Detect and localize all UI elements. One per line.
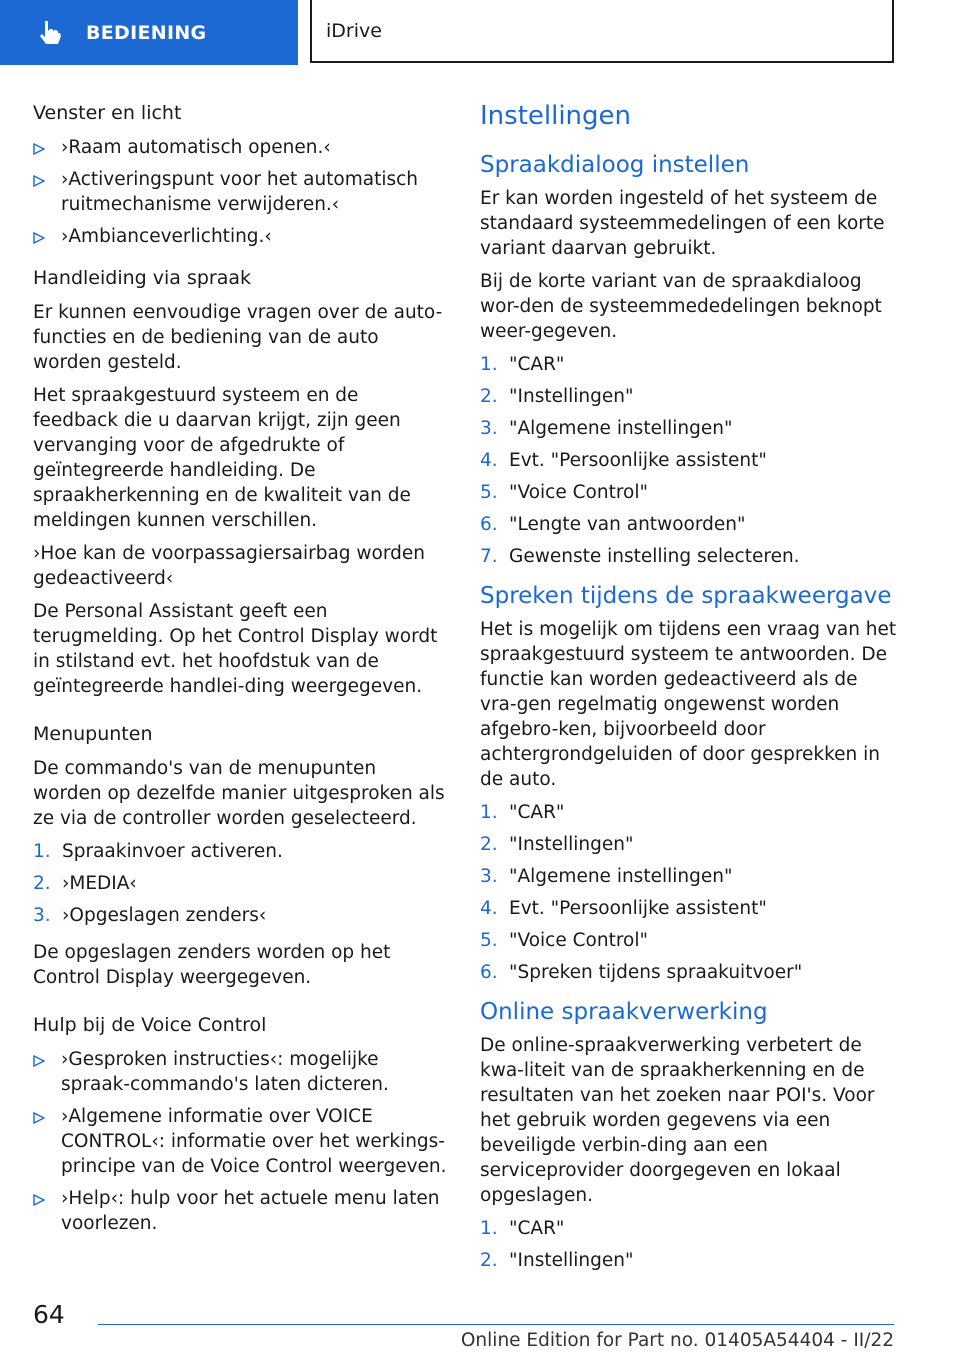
- list-item: [33, 135, 447, 160]
- step-text: ›Opgeslagen zenders‹: [62, 905, 267, 926]
- heading-spraakdialoog: Spraakdialoog instellen: [480, 152, 750, 178]
- step-item: [480, 960, 898, 985]
- edition-footer: Online Edition for Part no. 01405A54404 - II/22: [460, 1330, 894, 1351]
- steps-spreken: [480, 800, 898, 985]
- heading-menupunten: Menupunten: [33, 723, 153, 745]
- menu-steps: [33, 839, 447, 928]
- step-text: "CAR": [509, 354, 565, 375]
- step-item: [480, 1216, 898, 1241]
- step-item: [480, 1248, 898, 1273]
- list-item-text: ›Ambianceverlichting.‹: [61, 226, 272, 247]
- step-number: 6.: [480, 962, 498, 983]
- triangle-bullet-icon: [33, 232, 45, 244]
- chapter-title: iDrive: [326, 19, 382, 42]
- triangle-bullet-icon: [33, 1112, 45, 1124]
- heading-online: Online spraakverwerking: [480, 999, 768, 1025]
- paragraph: De opgeslagen zenders worden op het Control Display weergegeven.: [33, 942, 391, 988]
- steps-spraakdialoog: [480, 352, 898, 569]
- paragraph: Er kunnen eenvoudige vragen over de auto-functies en de bediening van de auto worden gesteld.: [33, 302, 443, 373]
- step-item: [480, 416, 898, 441]
- step-number: 2.: [480, 386, 498, 407]
- section-header: [0, 0, 298, 65]
- step-number: 2.: [480, 834, 498, 855]
- step-number: 5.: [480, 482, 498, 503]
- heading-venster: Venster en licht: [33, 102, 182, 124]
- step-number: 1.: [33, 841, 51, 862]
- step-item: [33, 871, 447, 896]
- step-text: "Instellingen": [509, 386, 634, 407]
- list-item: [33, 1104, 447, 1179]
- step-number: 3.: [480, 866, 498, 887]
- step-item: [480, 864, 898, 889]
- step-item: [480, 512, 898, 537]
- step-number: 6.: [480, 514, 498, 535]
- step-text: "Algemene instellingen": [509, 866, 733, 887]
- triangle-bullet-icon: [33, 1194, 45, 1206]
- step-number: 7.: [480, 546, 498, 567]
- step-number: 3.: [33, 905, 51, 926]
- paragraph: ›Hoe kan de voorpassagiersairbag worden gedeactiveerd‹: [33, 543, 425, 589]
- step-number: 4.: [480, 450, 498, 471]
- step-number: 5.: [480, 930, 498, 951]
- step-text: "Algemene instellingen": [509, 418, 733, 439]
- paragraph: Bij de korte variant van de spraakdialoog wor-den de systeemmededelingen beknopt weer-gegeven.: [480, 271, 882, 342]
- step-item: [480, 544, 898, 569]
- step-number: 4.: [480, 898, 498, 919]
- step-item: [480, 448, 898, 473]
- step-text: ›MEDIA‹: [62, 873, 137, 894]
- paragraph: Er kan worden ingesteld of het systeem de standaard systeemmedelingen of een korte variant daarvan gebruikt.: [480, 188, 885, 259]
- step-item: [480, 800, 898, 825]
- step-text: "CAR": [509, 1218, 565, 1239]
- list-item: [33, 224, 447, 249]
- list-item-text: ›Algemene informatie over VOICE CONTROL‹: informatie over het werkings-principe van de Voice Control weergeven.: [61, 1106, 447, 1177]
- triangle-bullet-icon: [33, 1055, 45, 1067]
- step-text: "Lengte van antwoorden": [509, 514, 746, 535]
- footer-divider: [98, 1324, 894, 1325]
- left-column: [33, 100, 447, 1252]
- heading-handleiding: Handleiding via spraak: [33, 267, 252, 289]
- paragraph: De Personal Assistant geeft een terugmelding. Op het Control Display wordt in stilstand evt. het hoofdstuk van de geïntegreerde handlei-ding weergegeven.: [33, 601, 438, 697]
- step-item: [480, 928, 898, 953]
- paragraph: De online-spraakverwerking verbetert de kwa-liteit van de spraakherkenning en de resultaten van het zoeken naar POI's. Voor het gebruik worden gegevens via een beveiligde verbin-ding aan een serviceprovider doorgegeven en lokaal opgeslagen.: [480, 1035, 875, 1206]
- list-item-text: ›Raam automatisch openen.‹: [61, 137, 331, 158]
- list-item: [33, 167, 447, 217]
- step-text: "Voice Control": [509, 930, 649, 951]
- step-number: 3.: [480, 418, 498, 439]
- paragraph: Het is mogelijk om tijdens een vraag van het spraakgestuurd systeem te antwoorden. De functie kan worden gedeactiveerd als de vra-gen regelmatig ongewenst worden afgebro-ken, bijvoorbeeld door achtergrondgeluiden of door gesprekken in de auto.: [480, 619, 897, 790]
- list-item: [33, 1186, 447, 1236]
- step-number: 1.: [480, 802, 498, 823]
- page-number: 64: [33, 1300, 65, 1329]
- step-number: 1.: [480, 354, 498, 375]
- paragraph: Het spraakgestuurd systeem en de feedback die u daarvan krijgt, zijn geen vervanging voor de afgedrukte of geïntegreerde handleiding. De spraakherkenning en de kwaliteit van de meldingen kunnen verschillen.: [33, 385, 411, 531]
- step-text: Spraakinvoer activeren.: [62, 841, 283, 862]
- list-item-text: ›Activeringspunt voor het automatisch ruitmechanisme verwijderen.‹: [61, 169, 419, 215]
- venster-list: [33, 135, 447, 249]
- list-item: [33, 1047, 447, 1097]
- step-number: 2.: [480, 1250, 498, 1271]
- heading-instellingen: Instellingen: [480, 101, 632, 131]
- step-text: Evt. "Persoonlijke assistent": [509, 898, 767, 919]
- step-text: "Instellingen": [509, 1250, 634, 1271]
- heading-hulp: Hulp bij de Voice Control: [33, 1014, 267, 1036]
- chapter-header: [310, 0, 894, 63]
- step-text: Gewenste instelling selecteren.: [509, 546, 800, 567]
- step-text: Evt. "Persoonlijke assistent": [509, 450, 767, 471]
- section-title: BEDIENING: [86, 21, 207, 44]
- hulp-list: [33, 1047, 447, 1236]
- step-number: 1.: [480, 1218, 498, 1239]
- step-item: [33, 903, 447, 928]
- step-item: [33, 839, 447, 864]
- list-item-text: ›Help‹: hulp voor het actuele menu laten voorlezen.: [61, 1188, 440, 1234]
- paragraph: De commando's van de menupunten worden op dezelfde manier uitgesproken als ze via de controller worden geselecteerd.: [33, 758, 445, 829]
- step-item: [480, 896, 898, 921]
- step-number: 2.: [33, 873, 51, 894]
- heading-spreken: Spreken tijdens de spraakweergave: [480, 583, 892, 609]
- triangle-bullet-icon: [33, 175, 45, 187]
- step-text: "CAR": [509, 802, 565, 823]
- step-item: [480, 352, 898, 377]
- list-item-text: ›Gesproken instructies‹: mogelijke spraak-commando's laten dicteren.: [61, 1049, 389, 1095]
- step-item: [480, 480, 898, 505]
- hand-touch-icon: [34, 18, 64, 48]
- right-column: [480, 100, 898, 1285]
- step-text: "Spreken tijdens spraakuitvoer": [509, 962, 803, 983]
- step-item: [480, 832, 898, 857]
- step-text: "Instellingen": [509, 834, 634, 855]
- step-text: "Voice Control": [509, 482, 649, 503]
- triangle-bullet-icon: [33, 143, 45, 155]
- step-item: [480, 384, 898, 409]
- steps-online: [480, 1216, 898, 1273]
